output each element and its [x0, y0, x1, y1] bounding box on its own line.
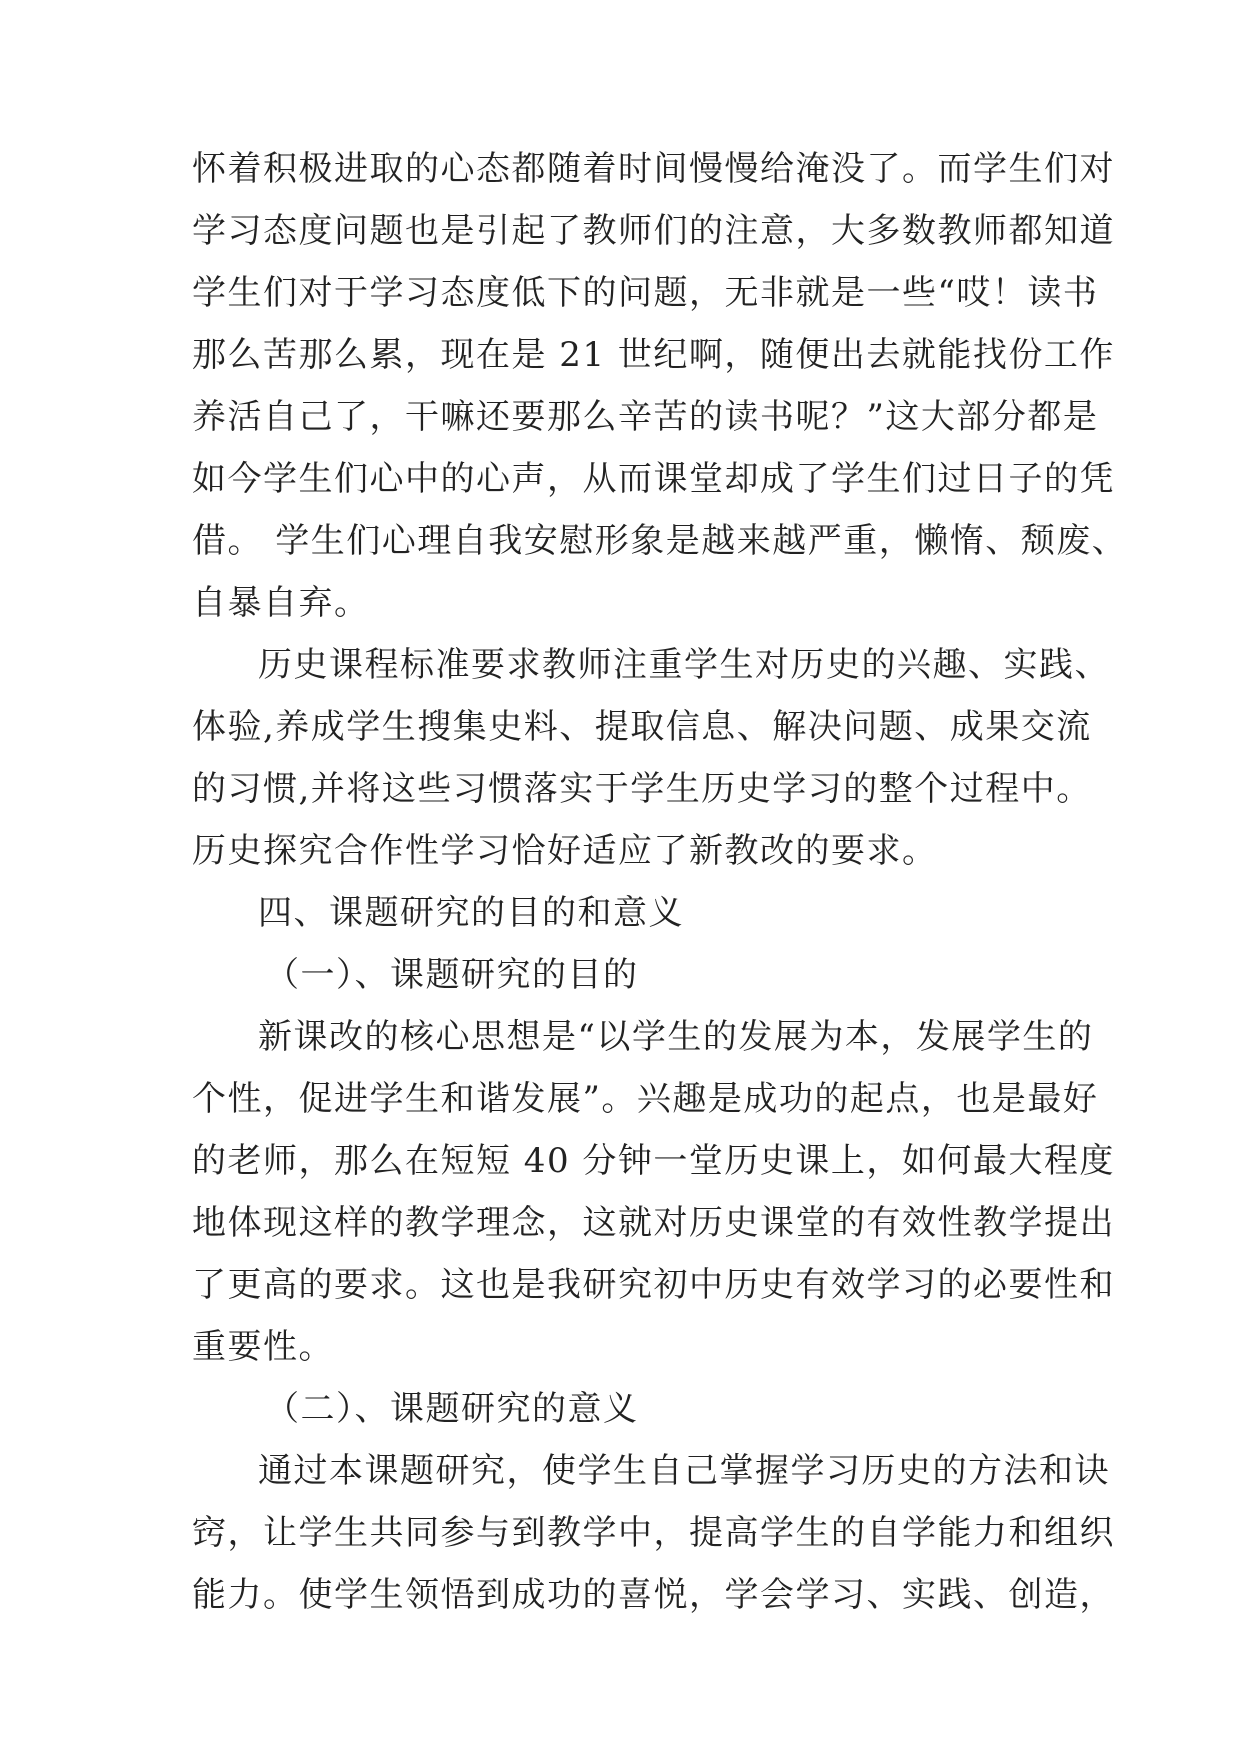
text-line: 自暴自弃。 [192, 583, 370, 623]
text-line: 学生们对于学习态度低下的问题，无非就是一些“哎！读书 [192, 273, 1099, 313]
subsection-heading: （一）、课题研究的目的 [265, 955, 639, 995]
text-line: 的习惯,并将这些习惯落实于学生历史学习的整个过程中。 [192, 769, 1092, 809]
text-line: 学习态度问题也是引起了教师们的注意，大多数教师都知道 [192, 211, 1115, 251]
text-line: 借。 学生们心理自我安慰形象是越来越严重，懒惰、颓废、 [192, 521, 1128, 561]
text-line: 的老师，那么在短短 40 分钟一堂历史课上，如何最大程度 [192, 1141, 1115, 1181]
text-line: 如今学生们心中的心声，从而课堂却成了学生们过日子的凭 [192, 459, 1115, 499]
text-line: 了更高的要求。这也是我研究初中历史有效学习的必要性和 [192, 1265, 1115, 1305]
text-line: 个性，促进学生和谐发展”。兴趣是成功的起点，也是最好 [192, 1079, 1099, 1119]
text-line: 怀着积极进取的心态都随着时间慢慢给淹没了。而学生们对 [192, 149, 1115, 189]
text-line: 窍，让学生共同参与到教学中，提高学生的自学能力和组织 [192, 1513, 1115, 1553]
paragraph-start-line: 历史课程标准要求教师注重学生对历史的兴趣、实践、 [258, 645, 1110, 685]
text-line: 历史探究合作性学习恰好适应了新教改的要求。 [192, 831, 938, 871]
text-line: 重要性。 [192, 1327, 334, 1367]
text-line: 那么苦那么累，现在是 21 世纪啊，随便出去就能找份工作 [192, 335, 1115, 375]
text-line: 体验,养成学生搜集史料、提取信息、解决问题、成果交流 [192, 707, 1092, 747]
text-line: 能力。使学生领悟到成功的喜悦，学会学习、实践、创造， [192, 1575, 1115, 1615]
text-line: 养活自己了，干嘛还要那么辛苦的读书呢？”这大部分都是 [192, 397, 1099, 437]
section-heading: 四、课题研究的目的和意义 [258, 893, 684, 933]
subsection-heading: （二）、课题研究的意义 [265, 1389, 639, 1429]
paragraph-start-line: 新课改的核心思想是“以学生的发展为本，发展学生的 [258, 1017, 1094, 1057]
text-line: 地体现这样的教学理念，这就对历史课堂的有效性教学提出 [192, 1203, 1115, 1243]
paragraph-start-line: 通过本课题研究，使学生自己掌握学习历史的方法和诀 [258, 1451, 1110, 1491]
